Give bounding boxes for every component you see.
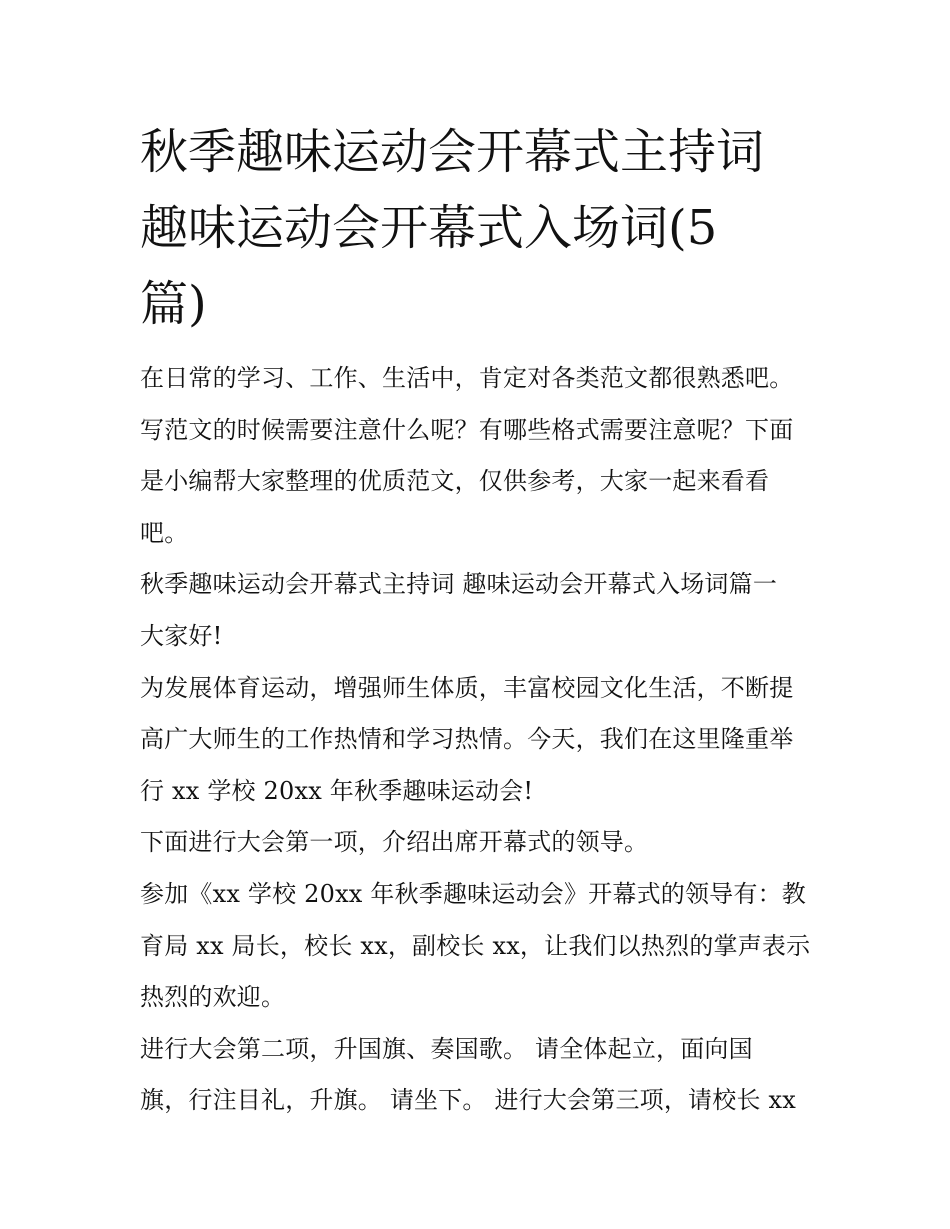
body-line: 行 xx 学校 20xx 年秋季趣味运动会! — [140, 776, 534, 805]
body-line: 大家好! — [140, 621, 223, 650]
body-line: 旗，行注目礼，升旗。 请坐下。 进行大会第三项，请校长 xx — [140, 1086, 796, 1115]
body-line: 在日常的学习、工作、生活中，肯定对各类范文都很熟悉吧。 — [140, 364, 794, 392]
body-line: 热烈的欢迎。 — [140, 983, 286, 1012]
title-line-2: 趣味运动会开幕式入场词(5 — [140, 200, 718, 256]
body-line: 写范文的时候需要注意什么呢？有哪些格式需要注意呢？下面 — [140, 415, 794, 444]
title-line-3: 篇) — [140, 276, 207, 332]
body-line: 参加《xx 学校 20xx 年秋季趣味运动会》开幕式的领导有：教 — [140, 879, 806, 908]
body-line: 进行大会第二项，升国旗、奏国歌。 请全体起立，面向国 — [140, 1034, 753, 1063]
body-line: 育局 xx 局长，校长 xx，副校长 xx，让我们以热烈的掌声表示 — [140, 931, 811, 960]
body-line: 是小编帮大家整理的优质范文，仅供参考，大家一起来看看 — [140, 467, 770, 496]
body-line: 吧。 — [140, 518, 189, 547]
body-line: 秋季趣味运动会开幕式主持词 趣味运动会开幕式入场词篇一 — [140, 570, 778, 599]
title-line-1: 秋季趣味运动会开幕式主持词 — [140, 124, 765, 180]
body-line: 为发展体育运动，增强师生体质，丰富校园文化生活，不断提 — [140, 673, 794, 702]
document-title — [140, 114, 820, 342]
document-body — [140, 356, 830, 1130]
body-line: 下面进行大会第一项，介绍出席开幕式的领导。 — [140, 828, 649, 857]
body-line: 高广大师生的工作热情和学习热情。今天，我们在这里隆重举 — [140, 725, 794, 754]
